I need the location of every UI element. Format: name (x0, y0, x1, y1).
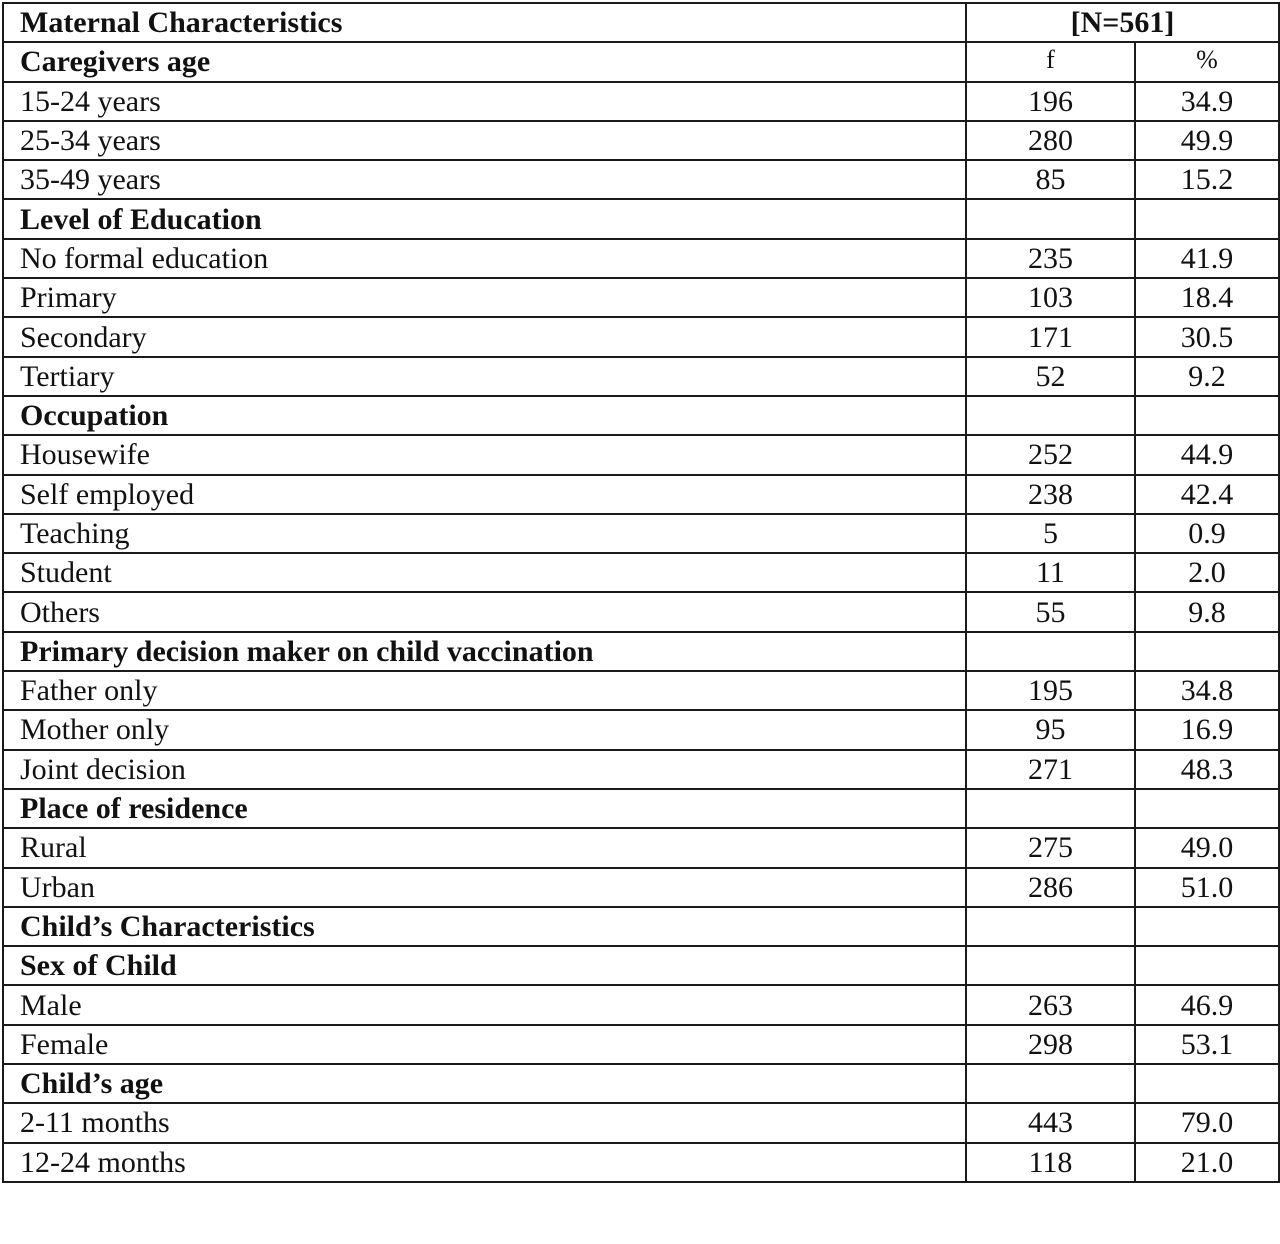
section-row (3, 42, 1279, 81)
frequency-cell (966, 1064, 1135, 1103)
percent-cell: 46.9 (1135, 985, 1279, 1024)
row-label: Urban (3, 868, 966, 907)
percent-cell: 42.4 (1135, 475, 1279, 514)
table-row (3, 750, 1279, 789)
percent-cell: 30.5 (1135, 317, 1279, 356)
percent-column-header: % (1135, 42, 1279, 81)
section-row (3, 199, 1279, 238)
frequency-cell (966, 199, 1135, 238)
table-row (3, 671, 1279, 710)
frequency-cell: 11 (966, 553, 1135, 592)
row-label: Father only (3, 671, 966, 710)
section-label: Place of residence (3, 789, 966, 828)
percent-cell (1135, 396, 1279, 435)
percent-cell: 41.9 (1135, 239, 1279, 278)
percent-cell (1135, 907, 1279, 946)
row-label: 2-11 months (3, 1103, 966, 1142)
table-row (3, 475, 1279, 514)
percent-cell: 21.0 (1135, 1143, 1279, 1182)
table-row (3, 239, 1279, 278)
header-sample-size: [N=561] (966, 3, 1279, 42)
row-label: Primary (3, 278, 966, 317)
percent-cell: 34.9 (1135, 82, 1279, 121)
section-label: Primary decision maker on child vaccination (3, 632, 966, 671)
section-label: Caregivers age (3, 42, 966, 81)
row-label: Rural (3, 828, 966, 867)
frequency-cell: 238 (966, 475, 1135, 514)
table-row (3, 160, 1279, 199)
frequency-cell: 195 (966, 671, 1135, 710)
percent-cell: 44.9 (1135, 435, 1279, 474)
table-row (3, 828, 1279, 867)
frequency-cell: 171 (966, 317, 1135, 356)
percent-cell (1135, 632, 1279, 671)
frequency-cell: 85 (966, 160, 1135, 199)
frequency-column-header: f (966, 42, 1135, 81)
percent-cell: 15.2 (1135, 160, 1279, 199)
percent-cell: 51.0 (1135, 868, 1279, 907)
table-row (3, 82, 1279, 121)
percent-cell: 34.8 (1135, 671, 1279, 710)
table-row (3, 553, 1279, 592)
row-label: Self employed (3, 475, 966, 514)
table-row (3, 985, 1279, 1024)
table-row (3, 317, 1279, 356)
frequency-cell (966, 946, 1135, 985)
frequency-cell (966, 632, 1135, 671)
row-label: Others (3, 592, 966, 631)
section-row (3, 396, 1279, 435)
characteristics-table (2, 2, 1280, 1183)
frequency-cell (966, 396, 1135, 435)
header-label: Maternal Characteristics (3, 3, 966, 42)
section-label: Child’s age (3, 1064, 966, 1103)
frequency-cell: 235 (966, 239, 1135, 278)
table-row (3, 1143, 1279, 1182)
table-row (3, 1025, 1279, 1064)
percent-cell: 2.0 (1135, 553, 1279, 592)
percent-cell: 9.2 (1135, 357, 1279, 396)
frequency-cell: 252 (966, 435, 1135, 474)
row-label: Student (3, 553, 966, 592)
section-row (3, 632, 1279, 671)
section-row (3, 907, 1279, 946)
frequency-cell: 95 (966, 710, 1135, 749)
table-row (3, 514, 1279, 553)
percent-cell (1135, 946, 1279, 985)
row-label: Housewife (3, 435, 966, 474)
percent-cell: 49.0 (1135, 828, 1279, 867)
percent-cell: 9.8 (1135, 592, 1279, 631)
section-label: Level of Education (3, 199, 966, 238)
frequency-cell: 196 (966, 82, 1135, 121)
table-row (3, 710, 1279, 749)
percent-cell: 0.9 (1135, 514, 1279, 553)
frequency-cell: 52 (966, 357, 1135, 396)
row-label: Tertiary (3, 357, 966, 396)
frequency-cell: 443 (966, 1103, 1135, 1142)
row-label: 35-49 years (3, 160, 966, 199)
frequency-cell: 286 (966, 868, 1135, 907)
percent-cell: 48.3 (1135, 750, 1279, 789)
row-label: Female (3, 1025, 966, 1064)
frequency-cell (966, 907, 1135, 946)
frequency-cell: 118 (966, 1143, 1135, 1182)
section-label: Child’s Characteristics (3, 907, 966, 946)
frequency-cell: 55 (966, 592, 1135, 631)
frequency-cell: 271 (966, 750, 1135, 789)
table-row (3, 868, 1279, 907)
table-row (3, 121, 1279, 160)
percent-cell (1135, 199, 1279, 238)
row-label: 25-34 years (3, 121, 966, 160)
table-body (3, 3, 1279, 1182)
row-label: Teaching (3, 514, 966, 553)
frequency-cell: 103 (966, 278, 1135, 317)
row-label: No formal education (3, 239, 966, 278)
frequency-cell: 275 (966, 828, 1135, 867)
table-row (3, 278, 1279, 317)
section-row (3, 789, 1279, 828)
row-label: Joint decision (3, 750, 966, 789)
row-label: Secondary (3, 317, 966, 356)
percent-cell: 18.4 (1135, 278, 1279, 317)
frequency-cell: 263 (966, 985, 1135, 1024)
row-label: Male (3, 985, 966, 1024)
percent-cell: 79.0 (1135, 1103, 1279, 1142)
row-label: 12-24 months (3, 1143, 966, 1182)
percent-cell: 16.9 (1135, 710, 1279, 749)
percent-cell: 53.1 (1135, 1025, 1279, 1064)
section-label: Occupation (3, 396, 966, 435)
table-row (3, 435, 1279, 474)
table-row (3, 357, 1279, 396)
table-row (3, 592, 1279, 631)
frequency-cell: 298 (966, 1025, 1135, 1064)
section-label: Sex of Child (3, 946, 966, 985)
frequency-cell: 5 (966, 514, 1135, 553)
header-row (3, 3, 1279, 42)
row-label: 15-24 years (3, 82, 966, 121)
frequency-cell: 280 (966, 121, 1135, 160)
percent-cell (1135, 1064, 1279, 1103)
section-row (3, 946, 1279, 985)
percent-cell: 49.9 (1135, 121, 1279, 160)
section-row (3, 1064, 1279, 1103)
table-row (3, 1103, 1279, 1142)
percent-cell (1135, 789, 1279, 828)
frequency-cell (966, 789, 1135, 828)
row-label: Mother only (3, 710, 966, 749)
